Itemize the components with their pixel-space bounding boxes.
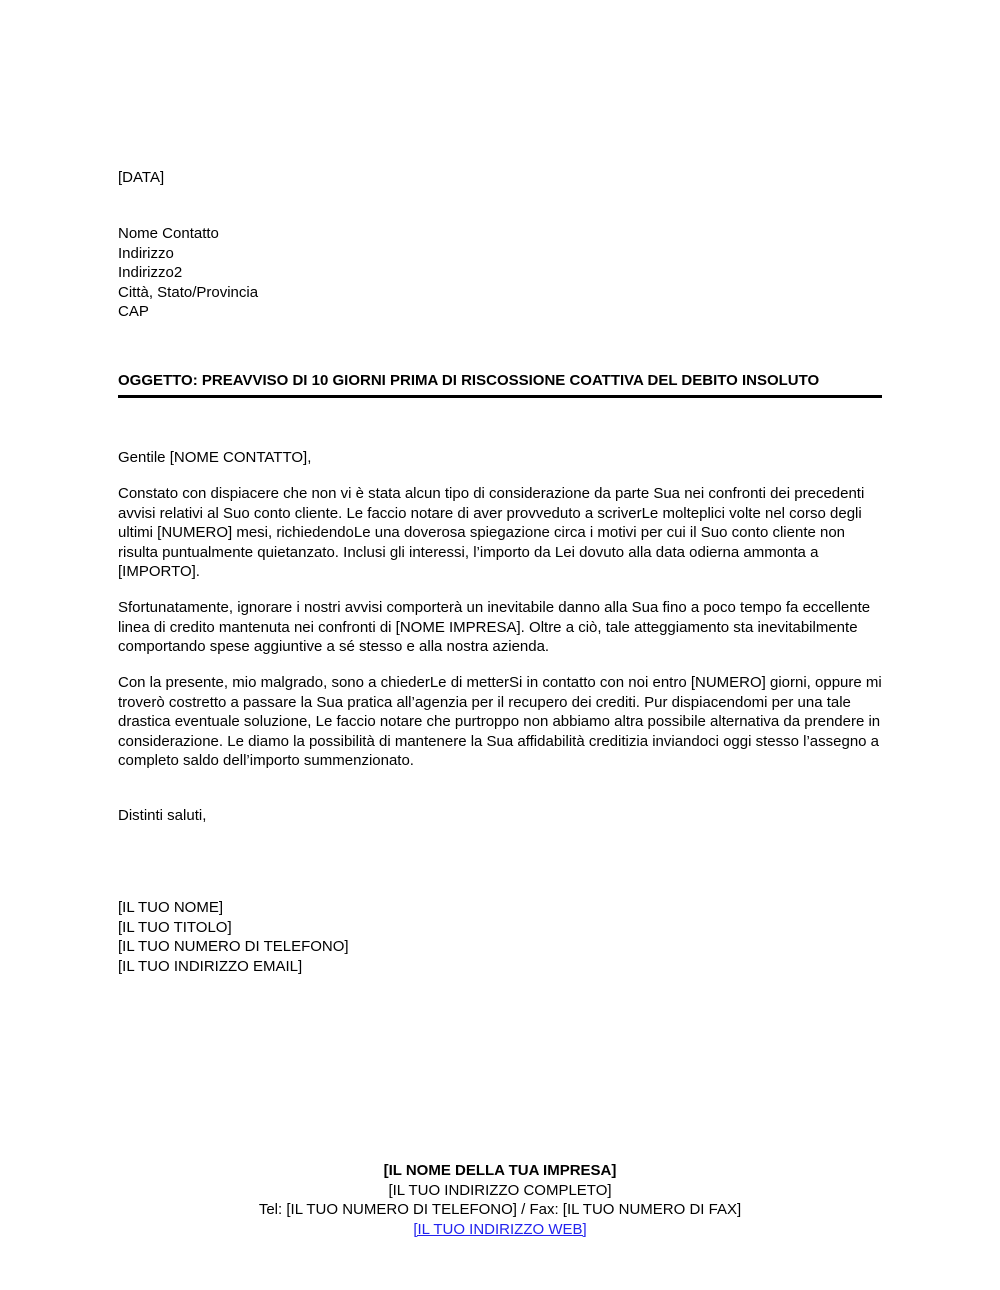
body-paragraph-3: Con la presente, mio malgrado, sono a chiederLe di metterSi in contatto con noi entro [NUMERO] giorni, oppure mi troverò costretto a passare la Sua pratica all’agenzia per il recupero dei crediti. Pur dispiacendomi per una tale drastica eventuale soluzione, Le faccio notare che purtroppo non abbiamo altra possibile alternativa da prendere in considerazione. Le diamo la possibilità di mantenere la Sua affidabilità creditizia inviandoci oggi stesso l’assegno a completo saldo dell’importo summenzionato.	[118, 674, 882, 769]
recipient-postal-code: CAP	[118, 303, 149, 320]
body-paragraph-1: Constato con dispiacere che non vi è stata alcun tipo di considerazione da parte Sua nei confronti dei precedenti avvisi relativi al Suo conto cliente. Le faccio notare di aver provveduto a scriverLe molteplici volte nel corso degli ultimi [NUMERO] mesi, richiedendoLe una doverosa spiegazione circa i motivi per cui il Suo conto cliente non risulta puntualmente quietanzato. Inclusi gli interessi, l’importo da Lei dovuto alla data odierna ammonta a [IMPORTO].	[118, 485, 865, 580]
recipient-city-state: Città, Stato/Provincia	[118, 283, 259, 301]
sender-name-placeholder: [IL TUO NOME]	[118, 899, 224, 916]
sender-phone-placeholder: [IL TUO NUMERO DI TELEFONO]	[118, 938, 349, 955]
recipient-address-block	[118, 224, 882, 322]
sender-email-placeholder: [IL TUO INDIRIZZO EMAIL]	[118, 957, 303, 975]
footer-company-name: [IL NOME DELLA TUA IMPRESA]	[383, 1162, 617, 1179]
date-placeholder: [DATA]	[118, 169, 165, 186]
letter-footer	[0, 1161, 1000, 1239]
signature-block	[118, 898, 882, 976]
greeting: Gentile [NOME CONTATTO],	[118, 449, 312, 466]
footer-phone-fax: Tel: [IL TUO NUMERO DI TELEFONO] / Fax: [IL TUO NUMERO DI FAX]	[258, 1201, 742, 1218]
closing-salutation: Distinti saluti,	[118, 807, 207, 824]
footer-company-address: [IL TUO INDIRIZZO COMPLETO]	[388, 1181, 612, 1199]
footer-website-link[interactable]: [IL TUO INDIRIZZO WEB]	[413, 1220, 587, 1238]
sender-title-placeholder: [IL TUO TITOLO]	[118, 918, 232, 936]
recipient-name: Nome Contatto	[118, 225, 219, 242]
subject-heading: OGGETTO: PREAVVISO DI 10 GIORNI PRIMA DI RISCOSSIONE COATTIVA DEL DEBITO INSOLUTO	[118, 371, 882, 398]
recipient-address-line1: Indirizzo	[118, 244, 174, 262]
recipient-address-line2: Indirizzo2	[118, 264, 183, 281]
body-paragraph-2: Sfortunatamente, ignorare i nostri avvisi comporterà un inevitabile danno alla Sua fino a poco tempo fa eccellente linea di credito mantenuta nei confronti di [NOME IMPRESA]. Oltre a ciò, tale atteggiamento sta inevitabilmente comportando spese aggiuntive a sé stesso e alla nostra azienda.	[118, 599, 871, 655]
